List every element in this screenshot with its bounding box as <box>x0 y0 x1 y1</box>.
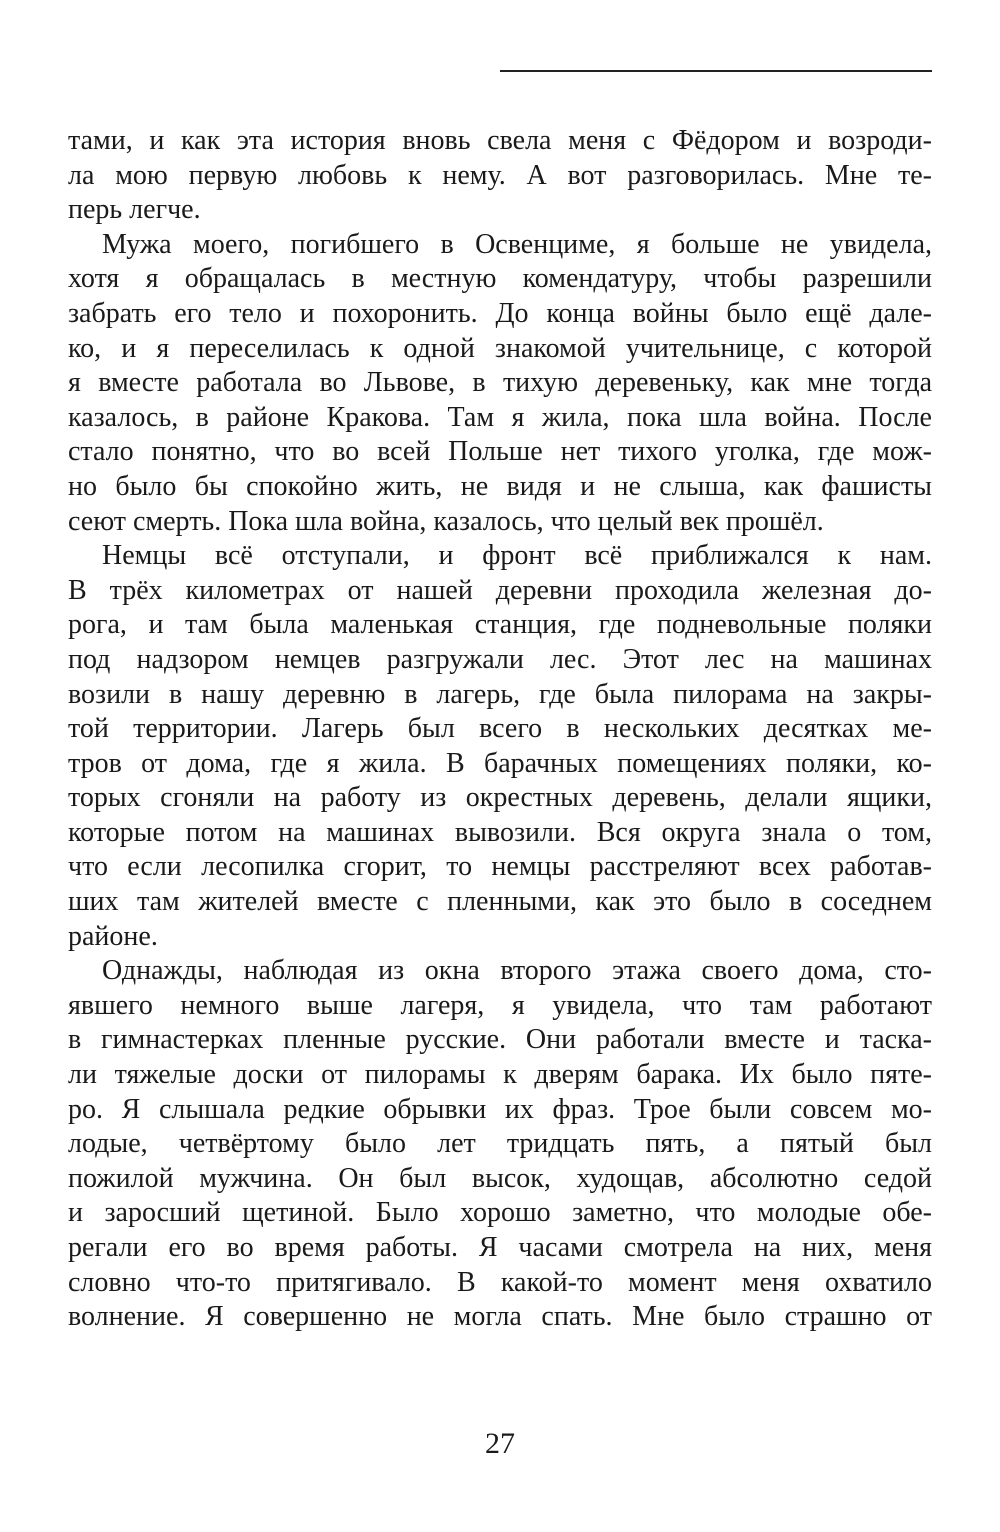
text-line: торых сгоняли на работу из окрестных деревень, делали ящики, <box>68 782 932 814</box>
text-line: ла мою первую любовь к нему. А вот разговорилась. Мне те- <box>68 159 932 191</box>
text-line: ших там жителей вместе с пленными, как это было в соседнем <box>68 886 932 918</box>
text-line: но было бы спокойно жить, не видя и не слыша, как фашисты <box>68 470 932 502</box>
text-line: той территории. Лагерь был всего в нескольких десятках ме- <box>68 713 932 745</box>
text-line: В трёх километрах от нашей деревни проходила железная до- <box>68 574 932 606</box>
text-line: хотя я обращалась в местную комендатуру, чтобы разрешили <box>68 263 932 295</box>
text-line: Однажды, наблюдая из окна второго этажа своего дома, сто- <box>102 955 932 987</box>
text-line: перь легче. <box>68 194 201 226</box>
body-text <box>68 124 932 1335</box>
text-line: явшего немного выше лагеря, я увидела, что там работают <box>68 989 932 1021</box>
text-line: районе. <box>68 920 158 952</box>
text-line: пожилой мужчина. Он был высок, худощав, абсолютно седой <box>68 1162 932 1194</box>
header-rule <box>500 70 932 72</box>
text-line: ро. Я слышала редкие обрывки их фраз. Трое были совсем мо- <box>68 1093 932 1125</box>
paragraph-3 <box>68 539 932 954</box>
text-line: ко, и я переселилась к одной знакомой учительнице, с которой <box>68 332 932 364</box>
paragraph-1 <box>68 124 932 228</box>
text-line: Немцы всё отступали, и фронт всё приближался к нам. <box>102 540 932 572</box>
paragraph-2 <box>68 228 932 539</box>
text-line: под надзором немцев разгружали лес. Этот лес на машинах <box>68 643 932 675</box>
text-line: словно что-то притягивало. В какой-то момент меня охватило <box>68 1266 932 1298</box>
text-line: я вместе работала во Львове, в тихую деревеньку, как мне тогда <box>68 367 932 399</box>
paragraph-4 <box>68 954 932 1335</box>
text-line: тами, и как эта история вновь свела меня с Фёдором и возроди- <box>68 125 932 156</box>
text-line: рога, и там была маленькая станция, где подневольные поляки <box>68 609 932 641</box>
text-line: тров от дома, где я жила. В барачных помещениях поляки, ко- <box>68 747 932 779</box>
text-line: что если лесопилка сгорит, то немцы расстреляют всех работав- <box>68 851 932 883</box>
text-line: в гимнастерках пленные русские. Они работали вместе и таска- <box>68 1024 932 1056</box>
page-number: 27 <box>485 1427 515 1460</box>
text-line: сеют смерть. Пока шла война, казалось, что целый век прошёл. <box>68 505 824 537</box>
text-line: стало понятно, что во всей Польше нет тихого уголка, где мож- <box>68 436 932 468</box>
text-line: забрать его тело и похоронить. До конца войны было ещё дале- <box>68 297 932 329</box>
text-line: казалось, в районе Кракова. Там я жила, пока шла война. После <box>68 401 932 433</box>
text-line: лодые, четвёртому было лет тридцать пять, а пятый был <box>68 1128 932 1160</box>
text-line: возили в нашу деревню в лагерь, где была пилорама на закры- <box>68 678 932 710</box>
text-line: которые потом на машинах вывозили. Вся округа знала о том, <box>68 816 932 848</box>
text-line: регали его во время работы. Я часами смотрела на них, меня <box>68 1232 932 1263</box>
text-line: и заросший щетиной. Было хорошо заметно, что молодые обе- <box>68 1197 932 1229</box>
text-line: Мужа моего, погибшего в Освенциме, я больше не увидела, <box>102 228 932 260</box>
text-line: волнение. Я совершенно не могла спать. Мне было страшно от <box>68 1301 932 1333</box>
text-line: ли тяжелые доски от пилорамы к дверям барака. Их было пяте- <box>68 1059 932 1091</box>
